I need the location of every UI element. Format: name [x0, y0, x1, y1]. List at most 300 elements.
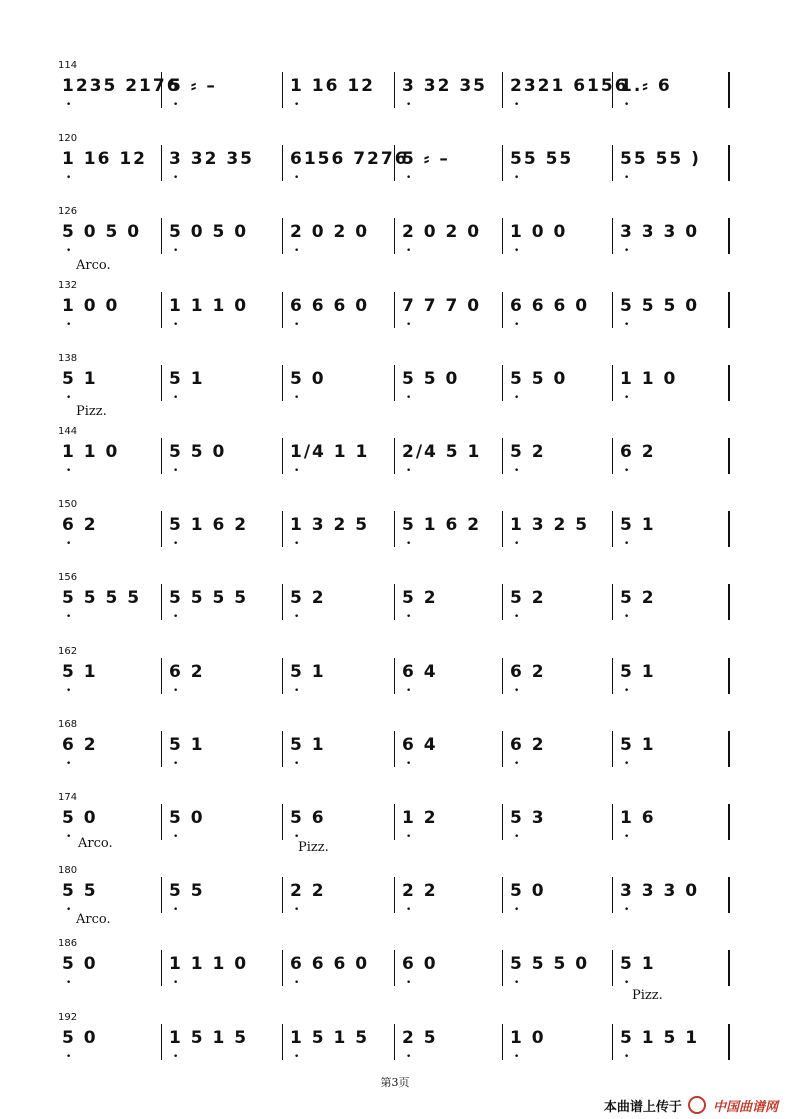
barline — [502, 1024, 503, 1060]
measure-number: 192 — [58, 1012, 78, 1023]
barline — [282, 584, 283, 620]
system-end-barline — [728, 72, 730, 108]
octave-dot-decoration: • — [66, 246, 81, 256]
octave-dot-decoration: • — [406, 320, 421, 330]
music-line — [60, 292, 730, 328]
octave-dot-decoration: • — [294, 759, 309, 769]
octave-dot-decoration: • — [294, 612, 309, 622]
measure-number: 168 — [58, 719, 78, 730]
music-line — [60, 145, 730, 181]
barline — [161, 950, 162, 986]
barline — [394, 877, 395, 913]
octave-dot-decoration: • — [66, 466, 81, 476]
octave-dot-decoration: • — [624, 173, 639, 183]
measure-number: 126 — [58, 206, 78, 217]
measure-notes: 5 1 — [620, 735, 656, 755]
barline — [612, 438, 613, 474]
barline — [282, 950, 283, 986]
measure-notes: 5 0 — [169, 808, 205, 828]
measure-notes: 3 32 35 — [169, 149, 254, 169]
octave-dot-decoration: • — [173, 173, 188, 183]
octave-dot-decoration: • — [66, 320, 81, 330]
octave-dot-decoration: • — [66, 612, 81, 622]
octave-dot-decoration: • — [406, 173, 421, 183]
octave-dot-decoration: • — [514, 1052, 529, 1062]
barline — [612, 1024, 613, 1060]
measure-number: 138 — [58, 353, 78, 364]
measure-notes: 1 0 0 — [510, 222, 568, 242]
barline — [394, 511, 395, 547]
system-end-barline — [728, 511, 730, 547]
score-system — [0, 646, 790, 706]
barline — [161, 438, 162, 474]
measure-notes: 5 5 5 0 — [620, 296, 700, 316]
octave-dot-decoration: • — [624, 246, 639, 256]
measure-notes: 5 1 — [290, 662, 326, 682]
barline — [161, 731, 162, 767]
measure-notes: 5 1 6 2 — [169, 515, 249, 535]
barline — [612, 950, 613, 986]
measure-notes: 1 5 1 5 — [290, 1028, 370, 1048]
barline — [282, 438, 283, 474]
measure-notes: 1/4 1 1 — [290, 442, 370, 462]
barline — [612, 731, 613, 767]
measure-notes: 1 3 2 5 — [290, 515, 370, 535]
measure-notes: 5 0 5 0 — [62, 222, 142, 242]
octave-dot-decoration: • — [514, 539, 529, 549]
barline — [502, 731, 503, 767]
barline — [394, 292, 395, 328]
measure-notes: 5 5 0 — [402, 369, 460, 389]
page-number: 第3页 — [380, 1076, 410, 1089]
measure-notes: 5 1 — [620, 515, 656, 535]
system-end-barline — [728, 1024, 730, 1060]
system-end-barline — [728, 218, 730, 254]
measure-notes: 1 2 — [402, 808, 438, 828]
measure-number: 162 — [58, 646, 78, 657]
system-end-barline — [728, 292, 730, 328]
barline — [282, 877, 283, 913]
octave-dot-decoration: • — [406, 905, 421, 915]
measure-notes: 1 1 0 — [62, 442, 120, 462]
measure-notes: 5 1 — [620, 662, 656, 682]
octave-dot-decoration: • — [514, 978, 529, 988]
measure-number: 186 — [58, 938, 78, 949]
measure-notes: 1 0 0 — [62, 296, 120, 316]
watermark — [604, 1096, 778, 1115]
octave-dot-decoration: • — [624, 393, 639, 403]
octave-dot-decoration: • — [294, 320, 309, 330]
octave-dot-decoration: • — [173, 978, 188, 988]
score-system — [0, 133, 790, 193]
barline — [282, 804, 283, 840]
score-system — [0, 1012, 790, 1072]
music-line — [60, 1024, 730, 1060]
barline — [161, 877, 162, 913]
score-system — [0, 280, 790, 340]
measure-notes: 5 1 — [169, 735, 205, 755]
octave-dot-decoration: • — [66, 686, 81, 696]
system-end-barline — [728, 658, 730, 694]
measure-notes: 1 1 1 0 — [169, 296, 249, 316]
barline — [282, 511, 283, 547]
octave-dot-decoration: • — [514, 905, 529, 915]
octave-dot-decoration: • — [406, 246, 421, 256]
measure-notes: 6 4 — [402, 735, 438, 755]
barline — [612, 292, 613, 328]
barline — [502, 365, 503, 401]
measure-notes: 3 3 3 0 — [620, 881, 700, 901]
barline — [282, 292, 283, 328]
octave-dot-decoration: • — [66, 100, 81, 110]
octave-dot-decoration: • — [173, 612, 188, 622]
octave-dot-decoration: • — [624, 832, 639, 842]
system-end-barline — [728, 365, 730, 401]
measure-notes: 5 ⸗ – — [402, 149, 450, 169]
measure-notes: 5 1 — [62, 662, 98, 682]
barline — [394, 1024, 395, 1060]
barline — [282, 1024, 283, 1060]
octave-dot-decoration: • — [624, 759, 639, 769]
octave-dot-decoration: • — [624, 905, 639, 915]
measure-notes: 5 2 — [402, 588, 438, 608]
octave-dot-decoration: • — [66, 393, 81, 403]
barline — [161, 145, 162, 181]
measure-notes: 55 55 ) — [620, 149, 701, 169]
system-end-barline — [728, 438, 730, 474]
score-system — [0, 719, 790, 779]
octave-dot-decoration: • — [406, 612, 421, 622]
measure-notes: 5 5 5 5 — [169, 588, 249, 608]
measure-number: 156 — [58, 572, 78, 583]
music-line — [60, 438, 730, 474]
octave-dot-decoration: • — [294, 1052, 309, 1062]
measure-notes: 2 2 — [290, 881, 326, 901]
measure-notes: 6156 7276 — [290, 149, 409, 169]
music-line — [60, 877, 730, 913]
measure-notes: 2/4 5 1 — [402, 442, 482, 462]
measure-number: 144 — [58, 426, 78, 437]
octave-dot-decoration: • — [514, 246, 529, 256]
music-line — [60, 584, 730, 620]
measure-notes: 6 2 — [620, 442, 656, 462]
system-end-barline — [728, 877, 730, 913]
measure-notes: 2 0 2 0 — [402, 222, 482, 242]
barline — [502, 218, 503, 254]
measure-notes: 5 5 5 5 — [62, 588, 142, 608]
music-line — [60, 72, 730, 108]
score-system — [0, 572, 790, 632]
octave-dot-decoration: • — [66, 978, 81, 988]
barline — [161, 72, 162, 108]
measure-notes: 1 0 — [510, 1028, 546, 1048]
barline — [394, 438, 395, 474]
measure-notes: 1 16 12 — [62, 149, 147, 169]
octave-dot-decoration: • — [406, 466, 421, 476]
measure-number: 150 — [58, 499, 78, 510]
barline — [502, 438, 503, 474]
measure-notes: 1.⸗ 6 — [620, 76, 672, 96]
octave-dot-decoration: • — [294, 832, 309, 842]
barline — [394, 950, 395, 986]
performance-mark: Arco. — [78, 836, 113, 851]
measure-number: 120 — [58, 133, 78, 144]
measure-notes: 5 ⸗ – — [169, 76, 217, 96]
barline — [161, 365, 162, 401]
measure-notes: 5 2 — [510, 588, 546, 608]
performance-mark: Pizz. — [632, 988, 663, 1003]
music-line — [60, 511, 730, 547]
barline — [612, 511, 613, 547]
measure-notes: 2 2 — [402, 881, 438, 901]
barline — [394, 72, 395, 108]
watermark-prefix: 本曲谱上传于 — [603, 1100, 682, 1115]
system-end-barline — [728, 950, 730, 986]
barline — [282, 658, 283, 694]
measure-notes: 5 1 — [62, 369, 98, 389]
barline — [161, 584, 162, 620]
measure-notes: 5 1 — [169, 369, 205, 389]
barline — [282, 72, 283, 108]
barline — [612, 218, 613, 254]
octave-dot-decoration: • — [406, 539, 421, 549]
barline — [502, 511, 503, 547]
octave-dot-decoration: • — [294, 905, 309, 915]
barline — [282, 218, 283, 254]
octave-dot-decoration: • — [294, 978, 309, 988]
octave-dot-decoration: • — [173, 466, 188, 476]
octave-dot-decoration: • — [66, 759, 81, 769]
barline — [612, 145, 613, 181]
octave-dot-decoration: • — [624, 539, 639, 549]
measure-notes: 5 1 — [620, 954, 656, 974]
measure-notes: 5 1 6 2 — [402, 515, 482, 535]
octave-dot-decoration: • — [294, 686, 309, 696]
music-line — [60, 804, 730, 840]
measure-notes: 6 6 6 0 — [290, 296, 370, 316]
measure-number: 174 — [58, 792, 78, 803]
measure-notes: 5 2 — [620, 588, 656, 608]
octave-dot-decoration: • — [294, 539, 309, 549]
measure-notes: 5 5 — [169, 881, 205, 901]
measure-notes: 5 2 — [290, 588, 326, 608]
measure-number: 132 — [58, 280, 78, 291]
barline — [502, 950, 503, 986]
measure-notes: 6 0 — [402, 954, 438, 974]
barline — [161, 1024, 162, 1060]
music-line — [60, 731, 730, 767]
octave-dot-decoration: • — [294, 100, 309, 110]
octave-dot-decoration: • — [66, 1052, 81, 1062]
octave-dot-decoration: • — [173, 686, 188, 696]
octave-dot-decoration: • — [294, 246, 309, 256]
barline — [161, 804, 162, 840]
measure-notes: 1 1 0 — [620, 369, 678, 389]
system-end-barline — [728, 145, 730, 181]
measure-notes: 2 0 2 0 — [290, 222, 370, 242]
octave-dot-decoration: • — [173, 905, 188, 915]
octave-dot-decoration: • — [66, 832, 81, 842]
score-system — [0, 938, 790, 998]
measure-notes: 5 0 — [62, 808, 98, 828]
measure-notes: 5 5 0 — [169, 442, 227, 462]
barline — [612, 72, 613, 108]
measure-notes: 6 2 — [510, 735, 546, 755]
barline — [161, 658, 162, 694]
octave-dot-decoration: • — [406, 759, 421, 769]
measure-notes: 2 5 — [402, 1028, 438, 1048]
measure-notes: 5 5 — [62, 881, 98, 901]
system-end-barline — [728, 584, 730, 620]
measure-notes: 3 3 3 0 — [620, 222, 700, 242]
barline — [394, 145, 395, 181]
octave-dot-decoration: • — [514, 466, 529, 476]
octave-dot-decoration: • — [173, 320, 188, 330]
music-line — [60, 950, 730, 986]
octave-dot-decoration: • — [624, 466, 639, 476]
measure-number: 114 — [58, 60, 78, 71]
measure-notes: 5 0 — [62, 954, 98, 974]
measure-notes: 6 2 — [510, 662, 546, 682]
barline — [502, 145, 503, 181]
barline — [612, 877, 613, 913]
octave-dot-decoration: • — [294, 173, 309, 183]
measure-notes: 1 3 2 5 — [510, 515, 590, 535]
measure-notes: 5 0 — [290, 369, 326, 389]
score-system — [0, 865, 790, 925]
barline — [282, 145, 283, 181]
score-system — [0, 353, 790, 413]
octave-dot-decoration: • — [514, 173, 529, 183]
measure-notes: 7 7 7 0 — [402, 296, 482, 316]
measure-notes: 5 5 5 0 — [510, 954, 590, 974]
octave-dot-decoration: • — [624, 686, 639, 696]
barline — [612, 365, 613, 401]
measure-notes: 1 16 12 — [290, 76, 375, 96]
measure-notes: 6 2 — [62, 515, 98, 535]
octave-dot-decoration: • — [624, 978, 639, 988]
score-system — [0, 499, 790, 559]
barline — [502, 584, 503, 620]
watermark-brand: 中国曲谱网 — [712, 1100, 778, 1115]
performance-mark: Arco. — [76, 912, 111, 927]
octave-dot-decoration: • — [294, 393, 309, 403]
measure-notes: 1 6 — [620, 808, 656, 828]
octave-dot-decoration: • — [624, 1052, 639, 1062]
measure-notes: 5 2 — [510, 442, 546, 462]
barline — [394, 731, 395, 767]
barline — [161, 511, 162, 547]
octave-dot-decoration: • — [173, 100, 188, 110]
octave-dot-decoration: • — [514, 832, 529, 842]
barline — [612, 658, 613, 694]
octave-dot-decoration: • — [406, 1052, 421, 1062]
system-end-barline — [728, 731, 730, 767]
measure-number: 180 — [58, 865, 78, 876]
measure-notes: 5 1 — [290, 735, 326, 755]
measure-notes: 6 2 — [169, 662, 205, 682]
measure-notes: 5 5 0 — [510, 369, 568, 389]
barline — [394, 218, 395, 254]
measure-notes: 5 0 — [510, 881, 546, 901]
octave-dot-decoration: • — [514, 100, 529, 110]
octave-dot-decoration: • — [173, 539, 188, 549]
octave-dot-decoration: • — [173, 759, 188, 769]
measure-notes: 1 5 1 5 — [169, 1028, 249, 1048]
barline — [282, 365, 283, 401]
measure-notes: 55 55 — [510, 149, 574, 169]
measure-notes: 2321 6156 — [510, 76, 629, 96]
performance-mark: Pizz. — [76, 404, 107, 419]
measure-notes: 5 0 — [62, 1028, 98, 1048]
score-system — [0, 426, 790, 486]
music-line — [60, 218, 730, 254]
measure-notes: 5 0 5 0 — [169, 222, 249, 242]
octave-dot-decoration: • — [514, 612, 529, 622]
barline — [394, 804, 395, 840]
barline — [612, 804, 613, 840]
barline — [502, 292, 503, 328]
measure-notes: 3 32 35 — [402, 76, 487, 96]
octave-dot-decoration: • — [514, 759, 529, 769]
score-system — [0, 792, 790, 852]
octave-dot-decoration: • — [66, 905, 81, 915]
octave-dot-decoration: • — [624, 100, 639, 110]
measure-notes: 1 1 1 0 — [169, 954, 249, 974]
music-line — [60, 365, 730, 401]
measure-notes: 6 6 6 0 — [510, 296, 590, 316]
barline — [394, 365, 395, 401]
measure-notes: 5 1 5 1 — [620, 1028, 700, 1048]
barline — [394, 658, 395, 694]
barline — [161, 292, 162, 328]
octave-dot-decoration: • — [406, 686, 421, 696]
barline — [502, 804, 503, 840]
octave-dot-decoration: • — [173, 832, 188, 842]
measure-notes: 5 3 — [510, 808, 546, 828]
octave-dot-decoration: • — [624, 612, 639, 622]
octave-dot-decoration: • — [514, 393, 529, 403]
octave-dot-decoration: • — [173, 393, 188, 403]
barline — [161, 218, 162, 254]
measure-notes: 6 6 6 0 — [290, 954, 370, 974]
octave-dot-decoration: • — [624, 320, 639, 330]
barline — [502, 658, 503, 694]
system-end-barline — [728, 804, 730, 840]
octave-dot-decoration: • — [514, 686, 529, 696]
octave-dot-decoration: • — [406, 832, 421, 842]
barline — [502, 877, 503, 913]
octave-dot-decoration: • — [406, 100, 421, 110]
barline — [282, 731, 283, 767]
octave-dot-decoration: • — [66, 539, 81, 549]
performance-mark: Pizz. — [298, 840, 329, 855]
measure-notes: 5 6 — [290, 808, 326, 828]
performance-mark: Arco. — [76, 258, 111, 273]
score-system — [0, 60, 790, 120]
measure-notes: 1235 2176 — [62, 76, 181, 96]
octave-dot-decoration: • — [173, 1052, 188, 1062]
barline — [394, 584, 395, 620]
measure-notes: 6 2 — [62, 735, 98, 755]
octave-dot-decoration: • — [406, 978, 421, 988]
barline — [502, 72, 503, 108]
score-system — [0, 206, 790, 266]
octave-dot-decoration: • — [406, 393, 421, 403]
watermark-logo-icon — [688, 1096, 706, 1114]
octave-dot-decoration: • — [66, 173, 81, 183]
octave-dot-decoration: • — [294, 466, 309, 476]
